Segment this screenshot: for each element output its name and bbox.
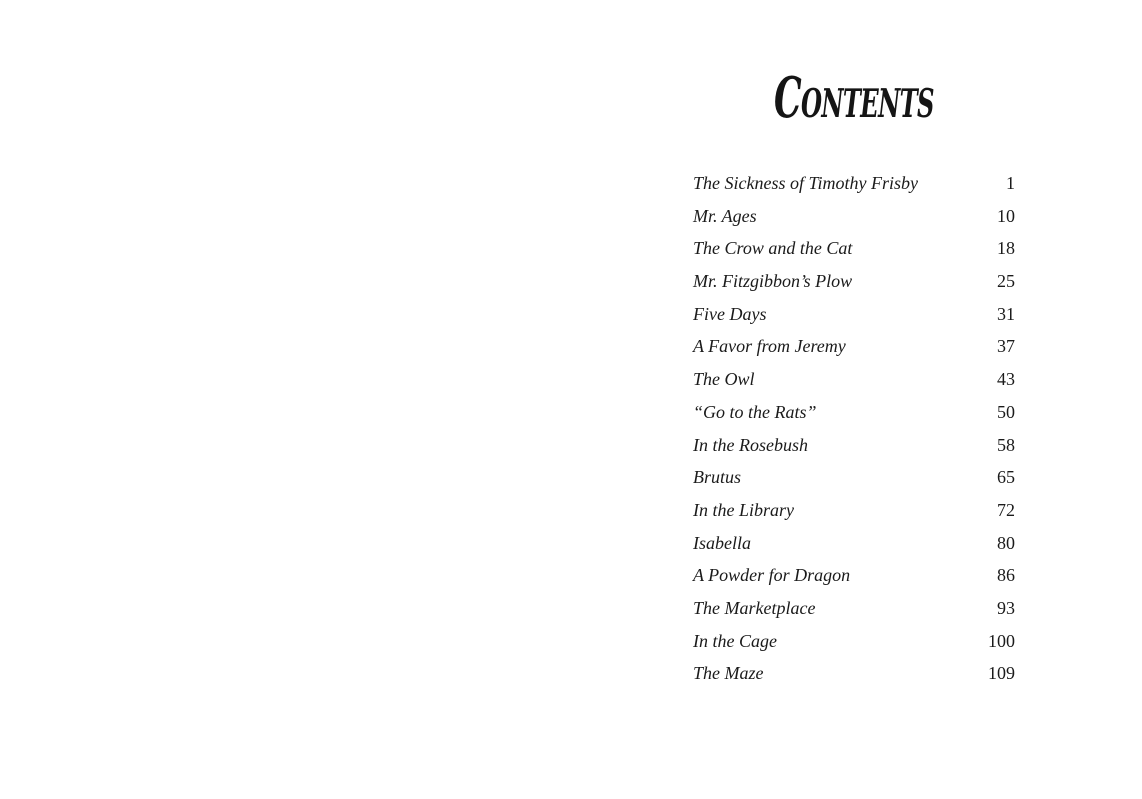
chapter-page-number: 31 [997, 303, 1015, 324]
chapter-title: In the Cage [693, 630, 777, 651]
chapter-title: The Owl [693, 369, 755, 390]
chapter-title: Five Days [693, 303, 767, 324]
chapter-page-number: 37 [997, 336, 1015, 357]
toc-entry-row [693, 330, 1015, 363]
chapter-title: The Maze [693, 663, 764, 684]
toc-entry-row [693, 167, 1015, 200]
toc-entry-row [693, 429, 1015, 462]
chapter-title: The Marketplace [693, 597, 816, 618]
chapter-page-number: 65 [997, 467, 1015, 488]
toc-entry-row [693, 461, 1015, 494]
chapter-page-number: 18 [997, 238, 1015, 259]
chapter-title: In the Rosebush [693, 434, 808, 455]
toc-entry-row [693, 363, 1015, 396]
toc-entry-row [693, 396, 1015, 429]
chapter-title: The Crow and the Cat [693, 238, 853, 259]
chapter-page-number: 72 [997, 499, 1015, 520]
chapter-title: Brutus [693, 467, 742, 488]
toc-entry-row [693, 527, 1015, 560]
chapter-page-number: 43 [997, 369, 1015, 390]
contents-heading: Contents [774, 65, 934, 131]
chapter-title: “Go to the Rats” [693, 401, 817, 422]
chapter-page-number: 100 [988, 630, 1015, 651]
chapter-page-number: 25 [997, 271, 1015, 292]
chapter-title: In the Library [693, 499, 794, 520]
chapter-title: Isabella [693, 532, 751, 553]
chapter-page-number: 58 [997, 434, 1015, 455]
toc-entry-row [693, 625, 1015, 658]
toc-entry-row [693, 298, 1015, 331]
chapter-page-number: 50 [997, 401, 1015, 422]
chapter-page-number: 1 [1006, 173, 1015, 193]
chapter-title: The Sickness of Timothy Frisby [693, 173, 918, 193]
chapter-page-number: 109 [988, 663, 1015, 684]
toc-entry-row [693, 592, 1015, 625]
chapter-page-number: 93 [997, 597, 1015, 618]
toc-entry-row [693, 657, 1015, 690]
toc-entry-row [693, 494, 1015, 527]
toc-entry-row [693, 559, 1015, 592]
chapter-page-number: 86 [997, 565, 1015, 586]
chapter-title: A Favor from Jeremy [693, 336, 846, 357]
toc-list [693, 167, 1015, 690]
chapter-page-number: 10 [997, 205, 1015, 226]
toc-entry-row [693, 200, 1015, 233]
chapter-page-number: 80 [997, 532, 1015, 553]
contents-heading-wrap [693, 65, 1015, 131]
chapter-title: Mr. Fitzgibbon’s Plow [693, 271, 853, 292]
chapter-title: Mr. Ages [693, 205, 757, 226]
chapter-title: A Powder for Dragon [693, 565, 851, 586]
toc-entry-row [693, 265, 1015, 298]
toc-entry-row [693, 232, 1015, 265]
